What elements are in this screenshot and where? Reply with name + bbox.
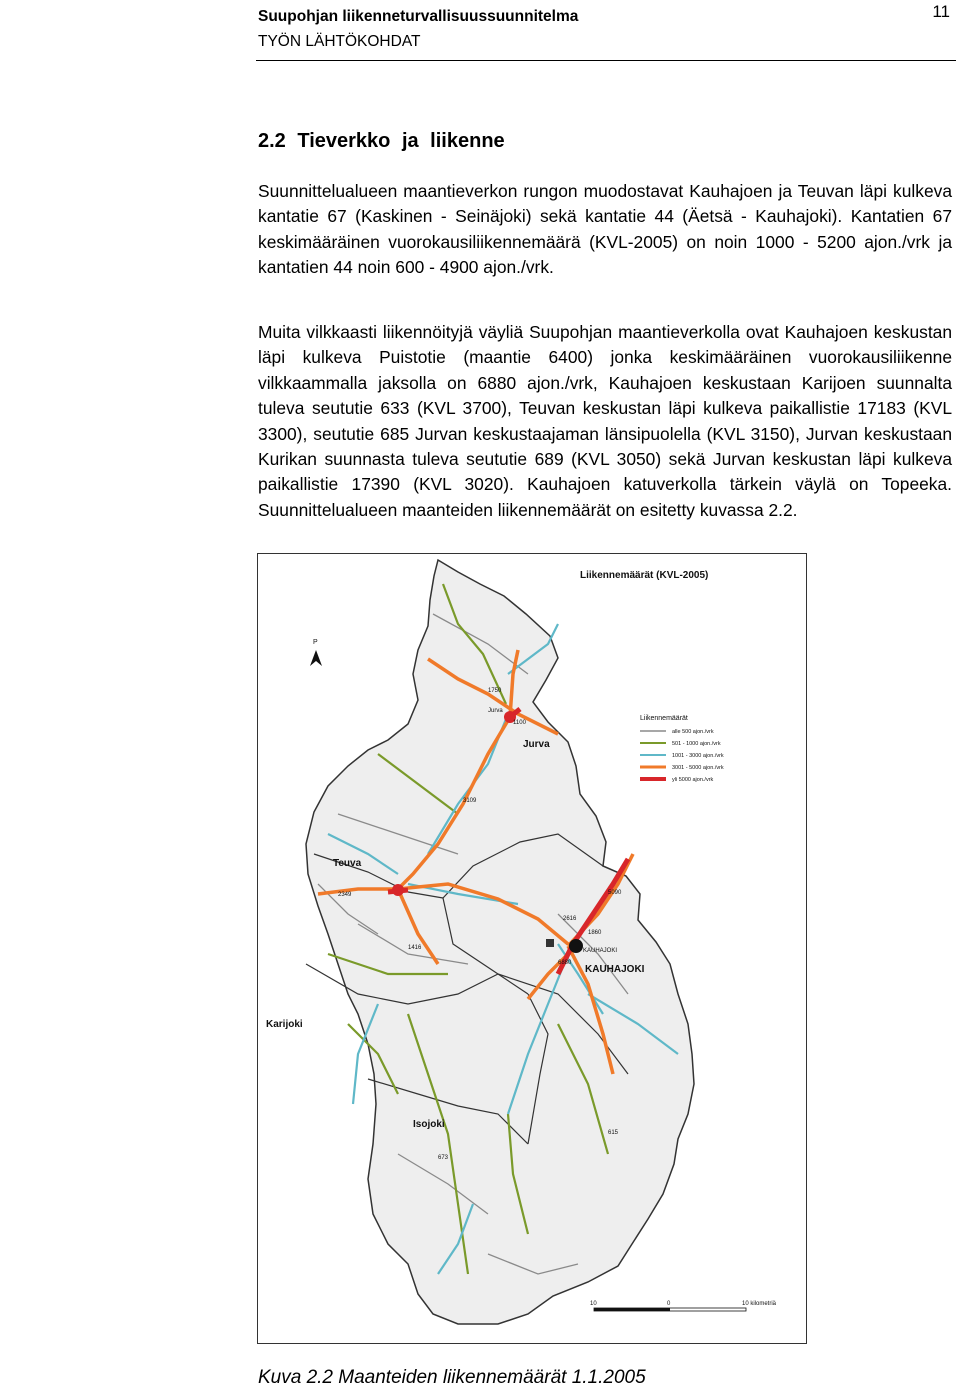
legend-item xyxy=(640,741,721,747)
place-jurva-small: Jurva xyxy=(488,708,503,714)
place-jurva: Jurva xyxy=(523,739,550,750)
figure-caption: Kuva 2.2 Maanteiden liikennemäärät 1.1.2005 xyxy=(258,1367,646,1388)
legend-item xyxy=(640,753,724,759)
legend-label: 501 - 1000 ajon./vrk xyxy=(672,741,721,747)
road-label: 1860 xyxy=(588,930,602,936)
place-isojoki: Isojoki xyxy=(413,1119,445,1130)
legend-label: alle 500 ajon./vrk xyxy=(672,729,714,735)
traffic-map xyxy=(257,553,807,1344)
place-karijoki: Karijoki xyxy=(266,1019,303,1030)
road-label: 615 xyxy=(608,1130,619,1136)
header-rule xyxy=(256,60,956,61)
legend-label: 1001 - 3000 ajon./vrk xyxy=(672,753,724,759)
scale-label-left: 10 xyxy=(590,1301,597,1307)
north-label: P xyxy=(313,639,318,646)
place-kauhajoki: KAUHAJOKI xyxy=(585,964,645,975)
map-legend xyxy=(640,715,724,783)
scale-label-zero: 0 xyxy=(667,1301,671,1307)
north-arrow-icon xyxy=(310,650,322,666)
road-label: 2349 xyxy=(338,892,352,898)
section-title: 2.2 Tieverkko ja liikenne xyxy=(258,130,505,152)
scale-bar xyxy=(590,1301,777,1311)
legend-label: yli 5000 ajon./vrk xyxy=(672,777,714,783)
road-label: 1750 xyxy=(488,688,502,694)
road-label: 5090 xyxy=(608,890,622,896)
scale-label-right: 10 kilometriä xyxy=(742,1301,777,1307)
road-label: 6880 xyxy=(558,960,572,966)
header-subtitle: TYÖN LÄHTÖKOHDAT xyxy=(258,33,421,50)
place-kauhajoki-small: KAUHAJOKI xyxy=(583,948,618,954)
road-label: 1100 xyxy=(513,720,526,726)
map-title: Liikennemäärät (KVL-2005) xyxy=(580,570,709,581)
region-outline xyxy=(306,560,694,1324)
legend-item xyxy=(640,777,714,783)
road-label: 2616 xyxy=(563,916,577,922)
legend-item xyxy=(640,729,714,735)
legend-label: 3001 - 5000 ajon./vrk xyxy=(672,765,724,771)
header-title: Suupohjan liikenneturvallisuussuunnitelma xyxy=(258,8,579,25)
paragraph-1: Suunnittelualueen maantieverkon rungon muodostavat Kauhajoen ja Teuvan läpi kulkeva kantatie 67 (Kaskinen - Seinäjoki) sekä kantatie 44 (Äetsä - Kauhajoki). Kantatien 67 keskimääräinen vuorokausiliikennemäärä (KVL-2005) on noin 1000 - 5200 ajon./vrk ja kantatien 44 noin 600 - 4900 ajon./vrk. xyxy=(258,181,952,278)
paragraph-2: Muita vilkkaasti liikennöityjä väyliä Suupohjan maantieverkolla ovat Kauhajoen keskustan läpi kulkeva Puistotie (maantie 6400) jonka keskimääräinen vuorokausiliikenne vilkkaammalla jaksolla on 6880 ajon./vrk, Kauhajoen keskustaan Karijoen suunnalta tuleva seututie 633 (KVL 3700), Teuvan keskustan läpi kulkeva paikallistie 17183 (KVL 3300), seututie 685 Jurvan keskustaajaman länsipuolella (KVL 3150), Jurvan keskustaan Kurikan suunnasta tuleva seututie 689 (KVL 3050) sekä Jurvan keskustan läpi kulkeva paikallistie 17390 (KVL 3020). Kauhajoen katuverkolla tärkein väylä on Topeeka. Suunnittelualueen maanteiden liikennemäärät on esitetty kuvassa 2.2. xyxy=(258,322,952,520)
legend-title: Liikennemäärät xyxy=(640,715,688,722)
road-label: 3109 xyxy=(463,798,477,804)
road-label: 673 xyxy=(438,1155,449,1161)
legend-item xyxy=(640,765,724,771)
page-number: 11 xyxy=(932,2,950,21)
place-teuva: Teuva xyxy=(333,858,362,869)
road-label: 1416 xyxy=(408,945,422,951)
